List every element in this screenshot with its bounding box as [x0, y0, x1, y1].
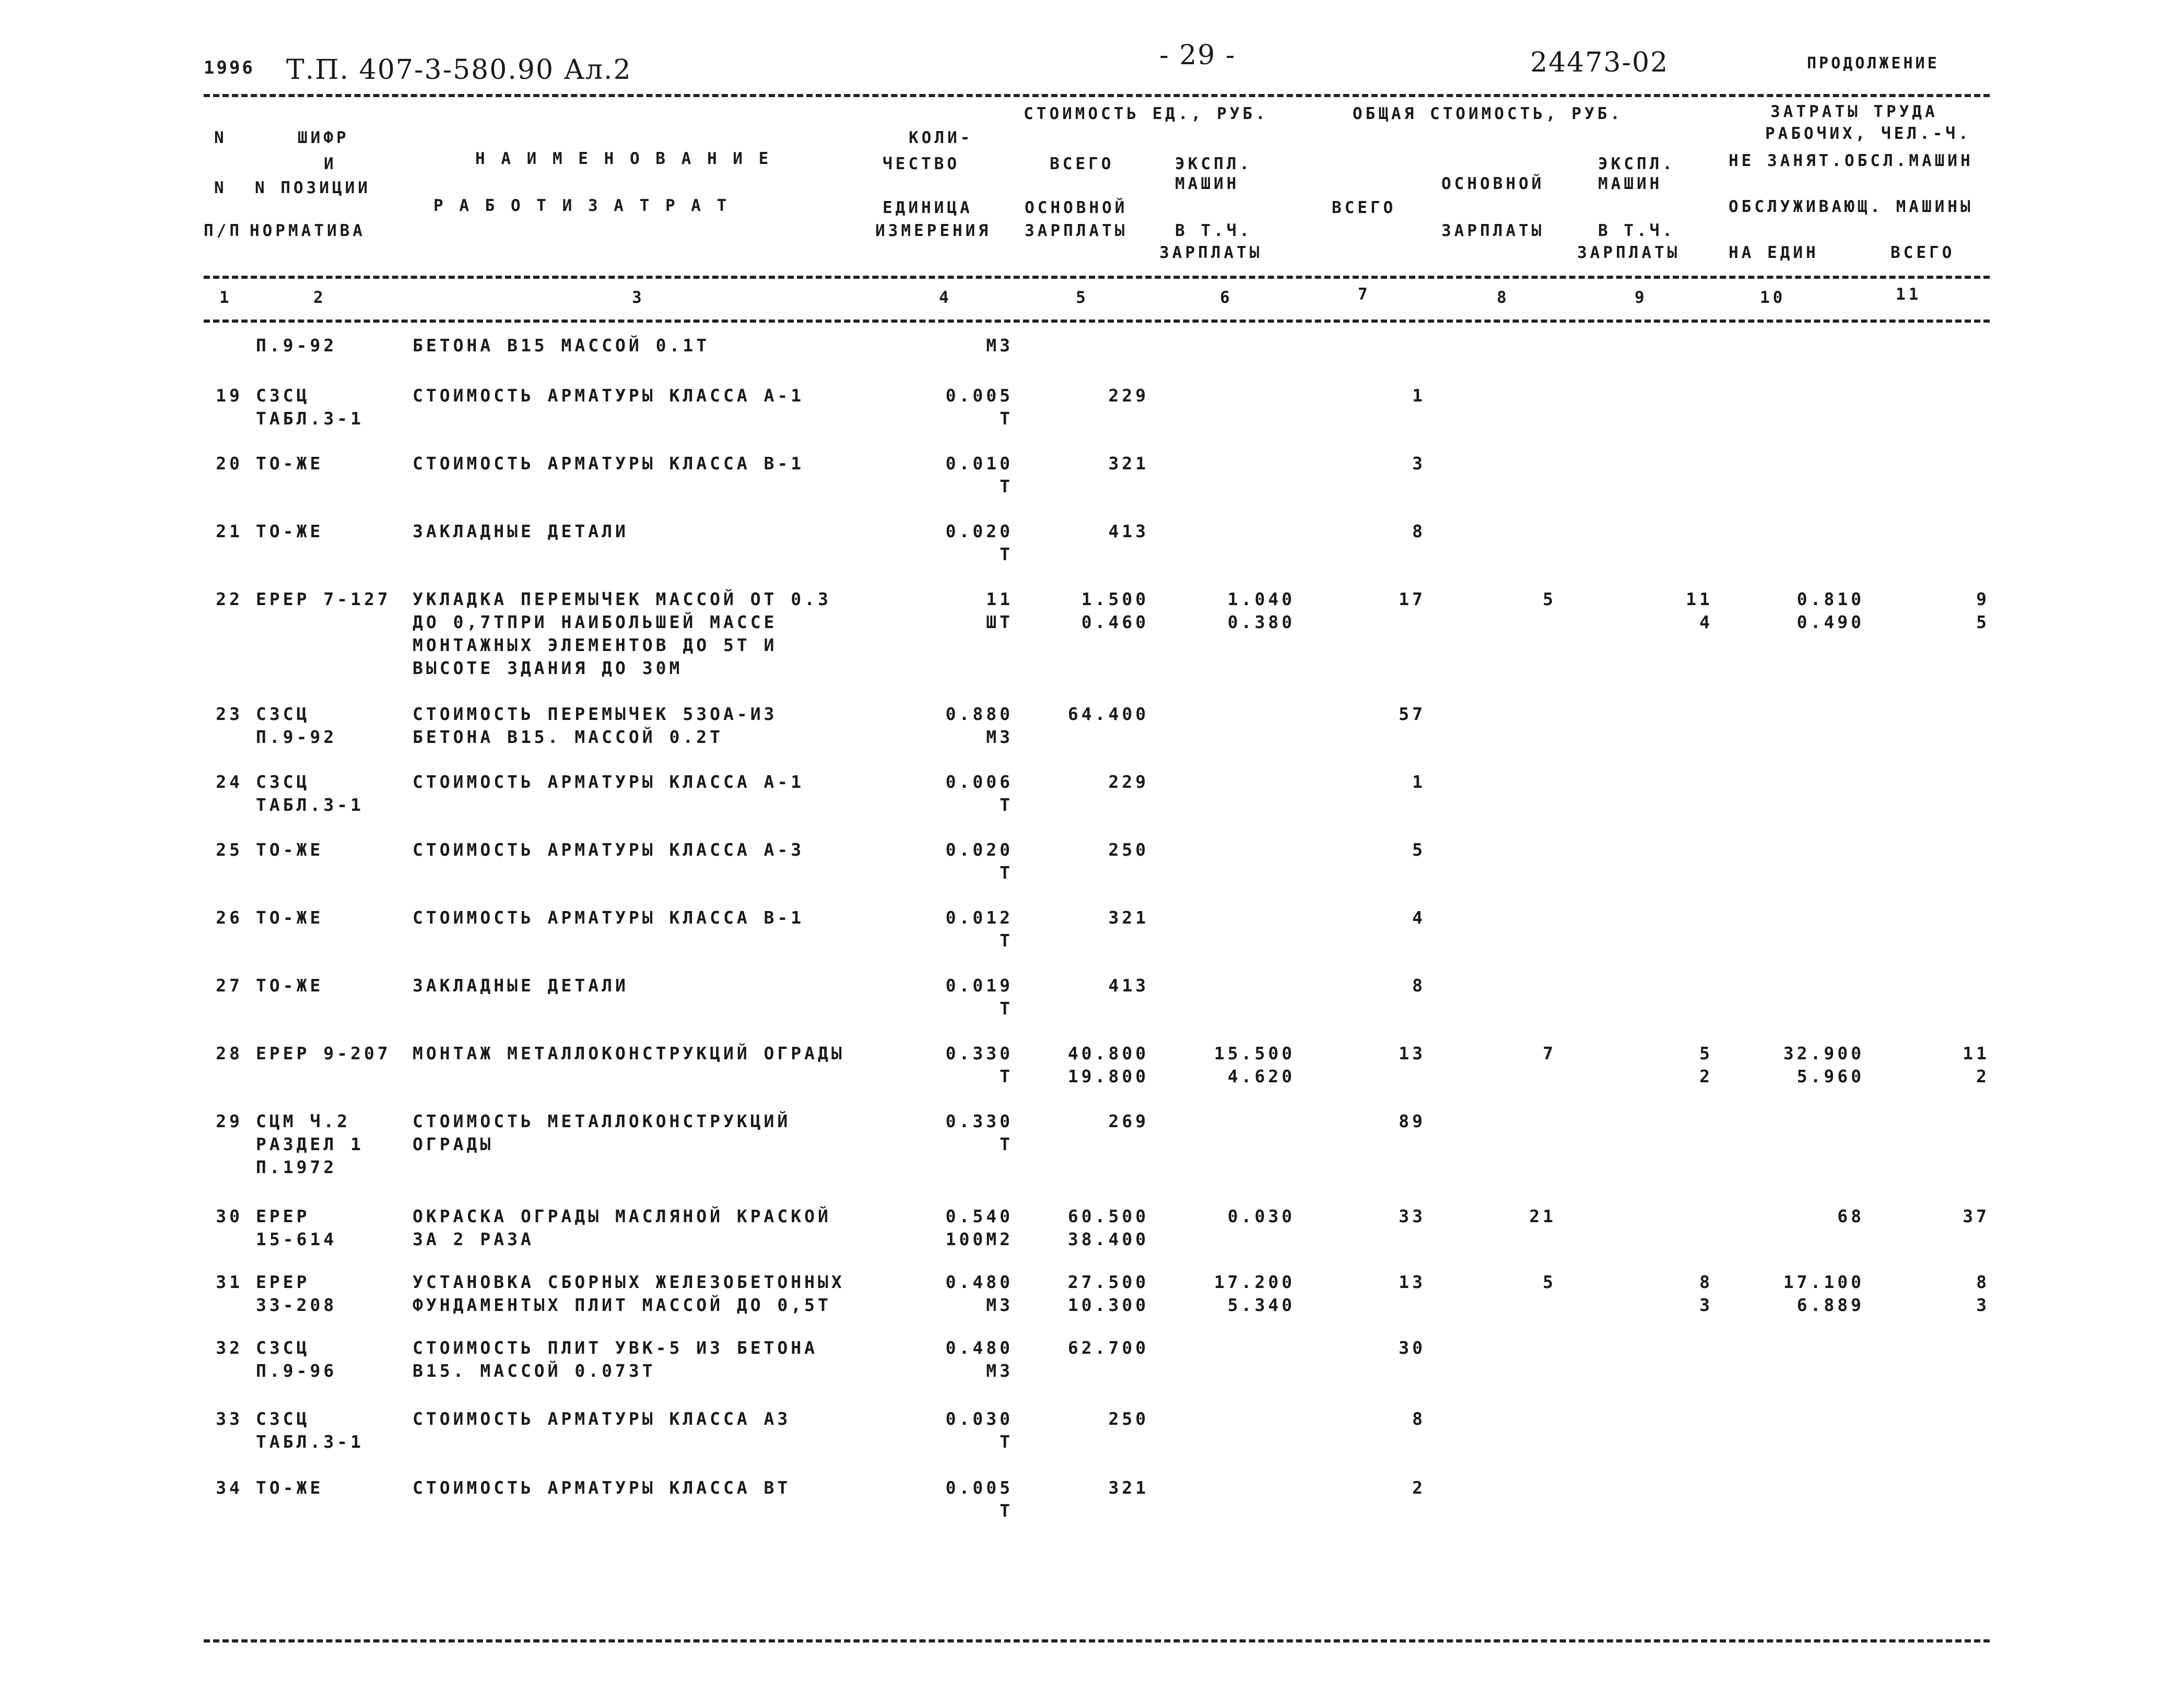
cell-n: 30 [216, 1206, 243, 1226]
cell-qty: 11 [986, 589, 1013, 609]
header-total-base-2: ЗАРПЛАТЫ [1441, 221, 1545, 240]
cell-code: ТО-ЖЕ [256, 840, 324, 860]
cell-code: СЦМ Ч.2 [256, 1111, 351, 1131]
cell-name: СТОИМОСТЬ МЕТАЛЛОКОНСТРУКЦИЙ [413, 1111, 791, 1131]
cell-name: ЗА 2 РАЗА [413, 1229, 534, 1249]
header-unit-mach-1: ЭКСПЛ. [1175, 155, 1252, 173]
cell-qty: 100М2 [945, 1229, 1013, 1249]
header-name-1: Н А И М Е Н О В А Н И Е [475, 149, 772, 168]
cell-n: 27 [216, 975, 243, 996]
cell-name: МОНТАЖНЫХ ЭЛЕМЕНТОВ ДО 5Т И [413, 635, 778, 655]
cell-n: 33 [216, 1409, 243, 1429]
cell-name: БЕТОНА В15 МАССОЙ 0.1Т [413, 335, 710, 356]
cell-c5: 64.400 [1067, 704, 1149, 724]
header-top-rule [204, 94, 1990, 97]
cell-qty: М3 [986, 727, 1013, 747]
cell-code: ТО-ЖЕ [256, 975, 324, 996]
cell-c7: 89 [1399, 1111, 1426, 1131]
cell-c5: 40.800 [1067, 1043, 1149, 1063]
cell-c7: 5 [1412, 840, 1426, 860]
cell-c7: 8 [1412, 975, 1426, 996]
cell-code: ТАБЛ.3-1 [256, 795, 364, 815]
cell-qty: 0.330 [945, 1111, 1013, 1131]
cell-c7: 33 [1399, 1206, 1426, 1226]
header-code-4: НОРМАТИВА [250, 221, 366, 240]
cell-c9: 11 [1686, 589, 1713, 609]
header-labor-2: РАБОЧИХ, ЧЕЛ.-Ч. [1765, 124, 1971, 143]
header-mid-rule [204, 276, 1990, 279]
cell-c10: 0.810 [1796, 589, 1864, 609]
header-unit-total-2: ОСНОВНОЙ [1025, 198, 1128, 217]
colnum-11: 11 [1896, 285, 1922, 304]
header-n2: N [214, 179, 227, 197]
cell-name: СТОИМОСТЬ АРМАТУРЫ КЛАССА А-3 [413, 840, 805, 860]
cell-c5: 413 [1108, 521, 1149, 541]
cell-n: 23 [216, 704, 243, 724]
header-total-mach-3: В Т.Ч. [1598, 221, 1675, 240]
cell-name: ОГРАДЫ [413, 1134, 494, 1154]
cell-c6: 0.030 [1227, 1206, 1295, 1226]
cell-c5: 229 [1108, 385, 1149, 406]
cell-c10: 6.889 [1796, 1295, 1864, 1315]
header-bottom-rule [204, 320, 1990, 323]
cell-qty: 0.020 [945, 840, 1013, 860]
cell-code: РАЗДЕЛ 1 [256, 1134, 364, 1154]
cell-n: 21 [216, 521, 243, 541]
cell-n: 28 [216, 1043, 243, 1063]
cell-c11: 11 [1963, 1043, 1990, 1063]
cell-c7: 3 [1412, 453, 1426, 474]
cell-c5: 250 [1108, 840, 1149, 860]
cell-name: УСТАНОВКА СБОРНЫХ ЖЕЛЕЗОБЕТОННЫХ [413, 1272, 845, 1292]
cell-code: ТО-ЖЕ [256, 521, 324, 541]
cell-c10: 0.490 [1796, 612, 1864, 632]
cell-c6: 15.500 [1214, 1043, 1295, 1063]
cell-c6: 4.620 [1227, 1066, 1295, 1086]
year-label: 1996 [204, 57, 255, 78]
cell-qty: 0.006 [945, 772, 1013, 792]
colnum-9: 9 [1635, 288, 1648, 307]
cell-code: С3СЦ [256, 385, 310, 406]
cell-c9: 8 [1699, 1272, 1713, 1292]
cell-c11: 9 [1976, 589, 1990, 609]
header-unit-total-1: ВСЕГО [1050, 155, 1114, 173]
cell-name: БЕТОНА В15. МАССОЙ 0.2Т [413, 727, 723, 747]
header-unit-mach-3: В Т.Ч. [1175, 221, 1252, 240]
header-code-2: И [324, 155, 337, 173]
cell-n: 22 [216, 589, 243, 609]
cell-n: 29 [216, 1111, 243, 1131]
colnum-10: 10 [1760, 288, 1786, 307]
cell-qty: Т [1000, 862, 1013, 883]
cell-name: ЗАКЛАДНЫЕ ДЕТАЛИ [413, 521, 629, 541]
header-n: N [214, 128, 227, 147]
cell-c5: 62.700 [1067, 1338, 1149, 1358]
cell-name: СТОИМОСТЬ ПЛИТ УВК-5 ИЗ БЕТОНА [413, 1338, 818, 1358]
cell-qty: 0.012 [945, 907, 1013, 928]
page-number: - 29 - [1159, 40, 1236, 71]
cell-c9: 2 [1699, 1066, 1713, 1086]
cell-name: СТОИМОСТЬ ПЕРЕМЫЧЕК 5ЗОА-ИЗ [413, 704, 778, 724]
cell-qty: Т [1000, 1500, 1013, 1521]
cell-c11: 8 [1976, 1272, 1990, 1292]
cell-qty: Т [1000, 998, 1013, 1019]
header-labor-4: ОБСЛУЖИВАЮЩ. МАШИНЫ [1729, 197, 1974, 216]
cell-c5: 321 [1108, 907, 1149, 928]
cell-code: ТО-ЖЕ [256, 907, 324, 928]
colnum-5: 5 [1076, 288, 1089, 307]
cell-qty: Т [1000, 930, 1013, 951]
cell-name: ЗАКЛАДНЫЕ ДЕТАЛИ [413, 975, 629, 996]
cell-c6: 1.040 [1227, 589, 1295, 609]
header-labor-total: ВСЕГО [1891, 243, 1955, 262]
cell-n: 25 [216, 840, 243, 860]
cell-code: ЕРЕР 7-127 [256, 589, 391, 609]
cell-c7: 17 [1399, 589, 1426, 609]
cell-qty: М3 [986, 335, 1013, 356]
cell-c8: 5 [1543, 589, 1556, 609]
colnum-1: 1 [219, 288, 232, 307]
cell-code: П.9-92 [256, 335, 337, 356]
colnum-7: 7 [1358, 285, 1371, 304]
header-qty-2: ЧЕСТВО [883, 155, 960, 173]
cell-c7: 4 [1412, 907, 1426, 928]
cell-code: П.1972 [256, 1157, 337, 1177]
project-code: Т.П. 407-3-580.90 Ал.2 [286, 54, 632, 86]
cell-code: ЕРЕР 9-207 [256, 1043, 391, 1063]
cell-code: ЕРЕР [256, 1206, 310, 1226]
cell-c7: 8 [1412, 521, 1426, 541]
cell-c5: 0.460 [1081, 612, 1149, 632]
colnum-4: 4 [939, 288, 952, 307]
cell-c10: 32.900 [1783, 1043, 1864, 1063]
cell-qty: Т [1000, 1066, 1013, 1086]
cell-c11: 5 [1976, 612, 1990, 632]
cell-name: ВЫСОТЕ ЗДАНИЯ ДО 30М [413, 658, 683, 678]
cell-c5: 38.400 [1067, 1229, 1149, 1249]
cell-name: В15. МАССОЙ 0.073Т [413, 1361, 656, 1381]
header-total-mach-2: МАШИН [1598, 174, 1663, 193]
cell-qty: 0.019 [945, 975, 1013, 996]
cell-c7: 57 [1399, 704, 1426, 724]
cell-name: ФУНДАМЕНТЫХ ПЛИТ МАССОЙ ДО 0,5Т [413, 1295, 831, 1315]
header-unit-total-3: ЗАРПЛАТЫ [1025, 221, 1128, 240]
cell-n: 20 [216, 453, 243, 474]
cell-code: ТО-ЖЕ [256, 1478, 324, 1498]
cell-qty: Т [1000, 795, 1013, 815]
cell-n: 26 [216, 907, 243, 928]
cell-name: СТОИМОСТЬ АРМАТУРЫ КЛАССА А-1 [413, 385, 805, 406]
cell-c7: 13 [1399, 1043, 1426, 1063]
cell-qty: 0.030 [945, 1409, 1013, 1429]
cell-name: ДО 0,7ТПРИ НАИБОЛЬШЕЙ МАССЕ [413, 612, 778, 632]
cell-c9: 3 [1699, 1295, 1713, 1315]
cell-code: 33-208 [256, 1295, 337, 1315]
cell-c8: 21 [1529, 1206, 1556, 1226]
header-labor-unit: НА ЕДИН [1729, 243, 1819, 262]
cell-n: 34 [216, 1478, 243, 1498]
cell-qty: М3 [986, 1295, 1013, 1315]
cell-c10: 5.960 [1796, 1066, 1864, 1086]
cell-qty: 0.480 [945, 1338, 1013, 1358]
cell-code: ТАБЛ.3-1 [256, 1432, 364, 1452]
cell-c5: 321 [1108, 453, 1149, 474]
header-name-2: Р А Б О Т И З А Т Р А Т [433, 196, 730, 215]
cell-qty: 0.480 [945, 1272, 1013, 1292]
cell-name: МОНТАЖ МЕТАЛЛОКОНСТРУКЦИЙ ОГРАДЫ [413, 1043, 845, 1063]
cell-n: 32 [216, 1338, 243, 1358]
header-labor-3: НЕ ЗАНЯТ.ОБСЛ.МАШИН [1729, 151, 1974, 170]
colnum-2: 2 [313, 288, 326, 307]
cell-qty: 0.540 [945, 1206, 1013, 1226]
cell-c7: 1 [1412, 772, 1426, 792]
cell-n: 31 [216, 1272, 243, 1292]
cell-code: П.9-92 [256, 727, 337, 747]
cell-n: 24 [216, 772, 243, 792]
header-qty-1: КОЛИ- [909, 128, 973, 147]
header-total-all: ВСЕГО [1332, 198, 1396, 217]
cell-c5: 250 [1108, 1409, 1149, 1429]
cell-c7: 13 [1399, 1272, 1426, 1292]
cell-c11: 37 [1963, 1206, 1990, 1226]
cell-name: СТОИМОСТЬ АРМАТУРЫ КЛАССА А3 [413, 1409, 791, 1429]
cell-qty: Т [1000, 408, 1013, 429]
cell-c6: 17.200 [1214, 1272, 1295, 1292]
header-code-1: ШИФР [298, 128, 349, 147]
cell-code: ТАБЛ.3-1 [256, 408, 364, 429]
cell-qty: 0.005 [945, 385, 1013, 406]
cell-c11: 2 [1976, 1066, 1990, 1086]
cell-qty: Т [1000, 1432, 1013, 1452]
cell-qty: 0.005 [945, 1478, 1013, 1498]
cell-code: С3СЦ [256, 704, 310, 724]
cell-qty: М3 [986, 1361, 1013, 1381]
cell-c5: 10.300 [1067, 1295, 1149, 1315]
cell-c5: 413 [1108, 975, 1149, 996]
cell-code: С3СЦ [256, 1338, 310, 1358]
header-pp: П/П [204, 221, 242, 240]
header-total-mach-4: ЗАРПЛАТЫ [1577, 243, 1681, 262]
header-unit-cost: СТОИМОСТЬ ЕД., РУБ. [1024, 104, 1269, 123]
cell-c7: 30 [1399, 1338, 1426, 1358]
header-code-3: N ПОЗИЦИИ [255, 179, 371, 197]
cell-name: СТОИМОСТЬ АРМАТУРЫ КЛАССА В-1 [413, 907, 805, 928]
cell-c5: 321 [1108, 1478, 1149, 1498]
cell-c5: 269 [1108, 1111, 1149, 1131]
cell-c7: 8 [1412, 1409, 1426, 1429]
cell-qty: Т [1000, 1134, 1013, 1154]
header-total-mach-1: ЭКСПЛ. [1598, 155, 1675, 173]
cell-c8: 5 [1543, 1272, 1556, 1292]
cell-name: СТОИМОСТЬ АРМАТУРЫ КЛАССА В-1 [413, 453, 805, 474]
cell-c7: 1 [1412, 385, 1426, 406]
cell-c5: 60.500 [1067, 1206, 1149, 1226]
cell-c9: 4 [1699, 612, 1713, 632]
header-labor-1: ЗАТРАТЫ ТРУДА [1770, 102, 1938, 121]
cell-qty: ШТ [986, 612, 1013, 632]
cell-c6: 0.380 [1227, 612, 1295, 632]
cell-c5: 229 [1108, 772, 1149, 792]
cell-qty: Т [1000, 476, 1013, 497]
cell-c5: 19.800 [1067, 1066, 1149, 1086]
cell-c6: 5.340 [1227, 1295, 1295, 1315]
continuation-label: ПРОДОЛЖЕНИЕ [1807, 54, 1940, 73]
header-qty-4: ИЗМЕРЕНИЯ [875, 221, 991, 240]
cell-qty: Т [1000, 544, 1013, 564]
cell-c5: 27.500 [1067, 1272, 1149, 1292]
colnum-3: 3 [632, 288, 645, 307]
cell-code: С3СЦ [256, 1409, 310, 1429]
cell-name: ОКРАСКА ОГРАДЫ МАСЛЯНОЙ КРАСКОЙ [413, 1206, 831, 1226]
cell-name: УКЛАДКА ПЕРЕМЫЧЕК МАССОЙ ОТ 0.3 [413, 589, 831, 609]
cell-c10: 68 [1837, 1206, 1864, 1226]
cell-code: П.9-96 [256, 1361, 337, 1381]
cell-code: С3СЦ [256, 772, 310, 792]
cell-name: СТОИМОСТЬ АРМАТУРЫ КЛАССА ВТ [413, 1478, 791, 1498]
cell-qty: 0.020 [945, 521, 1013, 541]
cell-code: 15-614 [256, 1229, 337, 1249]
colnum-8: 8 [1497, 288, 1510, 307]
cell-n: 19 [216, 385, 243, 406]
cell-code: ТО-ЖЕ [256, 453, 324, 474]
cell-qty: 0.880 [945, 704, 1013, 724]
cell-c9: 5 [1699, 1043, 1713, 1063]
footer-rule [204, 1639, 1990, 1642]
cell-c5: 1.500 [1081, 589, 1149, 609]
header-qty-3: ЕДИНИЦА [883, 198, 973, 217]
cell-name: СТОИМОСТЬ АРМАТУРЫ КЛАССА А-1 [413, 772, 805, 792]
cell-qty: 0.010 [945, 453, 1013, 474]
colnum-6: 6 [1220, 288, 1233, 307]
cell-c8: 7 [1543, 1043, 1556, 1063]
header-total-base-1: ОСНОВНОЙ [1441, 174, 1545, 193]
document-number: 24473-02 [1530, 47, 1669, 78]
header-total-cost: ОБЩАЯ СТОИМОСТЬ, РУБ. [1353, 104, 1623, 123]
cell-c11: 3 [1976, 1295, 1990, 1315]
cell-c10: 17.100 [1783, 1272, 1864, 1292]
cell-c7: 2 [1412, 1478, 1426, 1498]
header-unit-mach-4: ЗАРПЛАТЫ [1159, 243, 1263, 262]
cell-code: ЕРЕР [256, 1272, 310, 1292]
cell-qty: 0.330 [945, 1043, 1013, 1063]
header-unit-mach-2: МАШИН [1175, 174, 1240, 193]
